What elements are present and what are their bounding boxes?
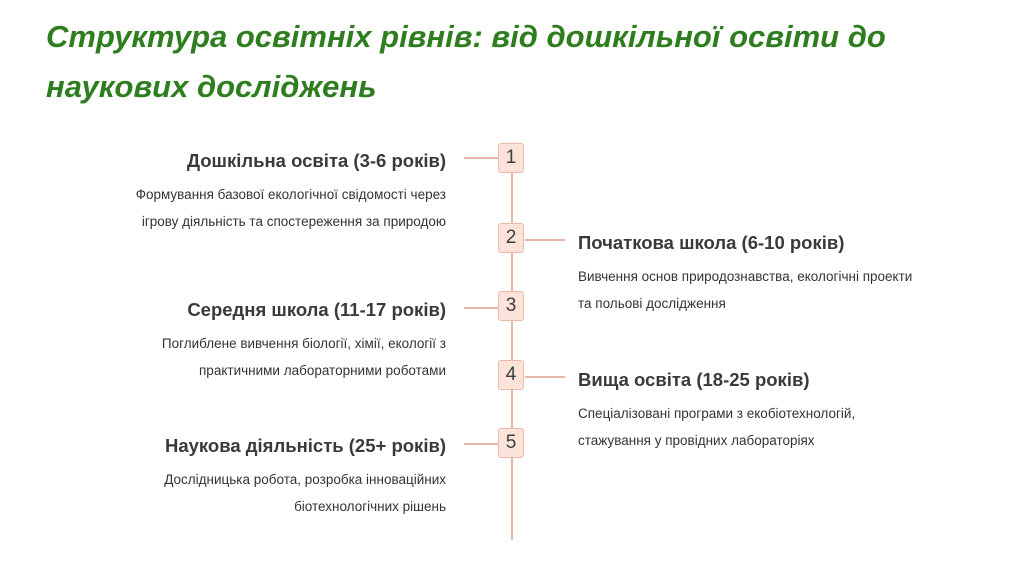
level-description: [46, 181, 446, 235]
description-line: Спеціалізовані програми з екобіотехнологій,: [578, 406, 856, 421]
level-description: [578, 400, 978, 454]
description-line: та польові дослідження: [578, 296, 726, 311]
timeline-line: [511, 145, 513, 540]
page-title: Структура освітніх рівнів: від дошкільної освіти до наукових досліджень: [46, 19, 886, 104]
description-line: Дослідницька робота, розробка інноваційних: [164, 472, 446, 487]
step-badge-3: 3: [498, 291, 524, 321]
description-line: Поглиблене вивчення біології, хімії, екології з: [161, 336, 446, 351]
level-item-5: [46, 435, 446, 520]
connector-1: [464, 157, 498, 159]
step-badge-4: 4: [498, 360, 524, 390]
description-line: біотехнологічних рішень: [294, 499, 446, 514]
step-badge-5: 5: [498, 428, 524, 458]
connector-2: [525, 239, 565, 241]
connector-4: [525, 376, 565, 378]
step-badge-2: 2: [498, 223, 524, 253]
description-line: практичними лабораторними роботами: [199, 363, 446, 378]
level-heading: Наукова діяльність (25+ років): [164, 435, 446, 456]
level-item-2: [578, 232, 978, 317]
level-item-1: [46, 150, 446, 235]
description-line: ігрову діяльність та спостереження за природою: [141, 214, 446, 229]
description-line: Вивчення основ природознавства, екологічні проекти: [578, 269, 913, 284]
level-heading: Вища освіта (18-25 років): [578, 369, 810, 390]
level-description: [46, 330, 446, 384]
description-line: Формування базової екологічної свідомості через: [135, 187, 446, 202]
level-heading: Середня школа (11-17 років): [187, 299, 446, 320]
connector-5: [464, 443, 498, 445]
connector-3: [464, 307, 498, 309]
level-description: [46, 466, 446, 520]
level-heading: Дошкільна освіта (3-6 років): [186, 150, 446, 171]
level-item-3: [46, 299, 446, 384]
step-badge-1: 1: [498, 143, 524, 173]
level-item-4: [578, 369, 978, 454]
description-line: стажування у провідних лабораторіях: [578, 433, 815, 448]
level-description: [578, 263, 978, 317]
level-heading: Початкова школа (6-10 років): [578, 232, 845, 253]
